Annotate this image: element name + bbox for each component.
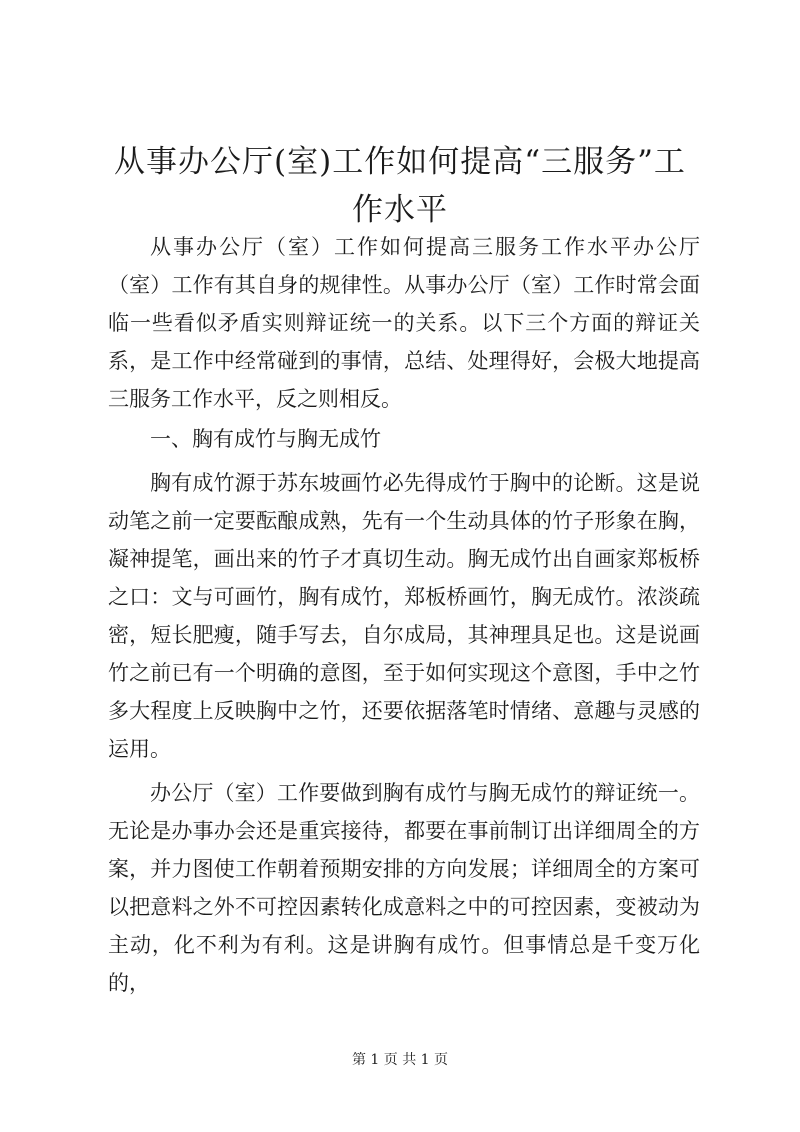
document-body	[108, 228, 700, 1002]
section-heading: 一、胸有成竹与胸无成竹	[150, 427, 381, 451]
body-paragraph: 办公厅（室）工作要做到胸有成竹与胸无成竹的辩证统一。无论是办事办会还是重宾接待，都要在事前制订出详细周全的方案，并力图使工作朝着预期安排的方向发展；详细周全的方案可以把意料之外不可控因素转化成意料之中的可控因素，变被动为主动，化不利为有利。这是讲胸有成竹。但事情总是千变万化的，	[108, 781, 700, 995]
intro-paragraph: 从事办公厅（室）工作如何提高三服务工作水平办公厅（室）工作有其自身的规律性。从事办公厅（室）工作时常会面临一些看似矛盾实则辩证统一的关系。以下三个方面的辩证关系，是工作中经常碰到的事情，总结、处理得好，会极大地提高三服务工作水平，反之则相反。	[108, 235, 700, 411]
document-title: 从事办公厅(室)工作如何提高“三服务”工作水平	[114, 144, 686, 228]
page-number-footer: 第 1 页 共 1 页	[351, 1052, 449, 1068]
body-paragraph: 胸有成竹源于苏东坡画竹必先得成竹于胸中的论断。这是说动笔之前一定要酝酿成熟，先有一个生动具体的竹子形象在胸，凝神提笔，画出来的竹子才真切生动。胸无成竹出自画家郑板桥之口：文与可画竹，胸有成竹，郑板桥画竹，胸无成竹。浓淡疏密，短长肥瘦，随手写去，自尔成局，其神理具足也。这是说画竹之前已有一个明确的意图，至于如何实现这个意图，手中之竹多大程度上反映胸中之竹，还要依据落笔时情绪、意趣与灵感的运用。	[108, 471, 700, 761]
